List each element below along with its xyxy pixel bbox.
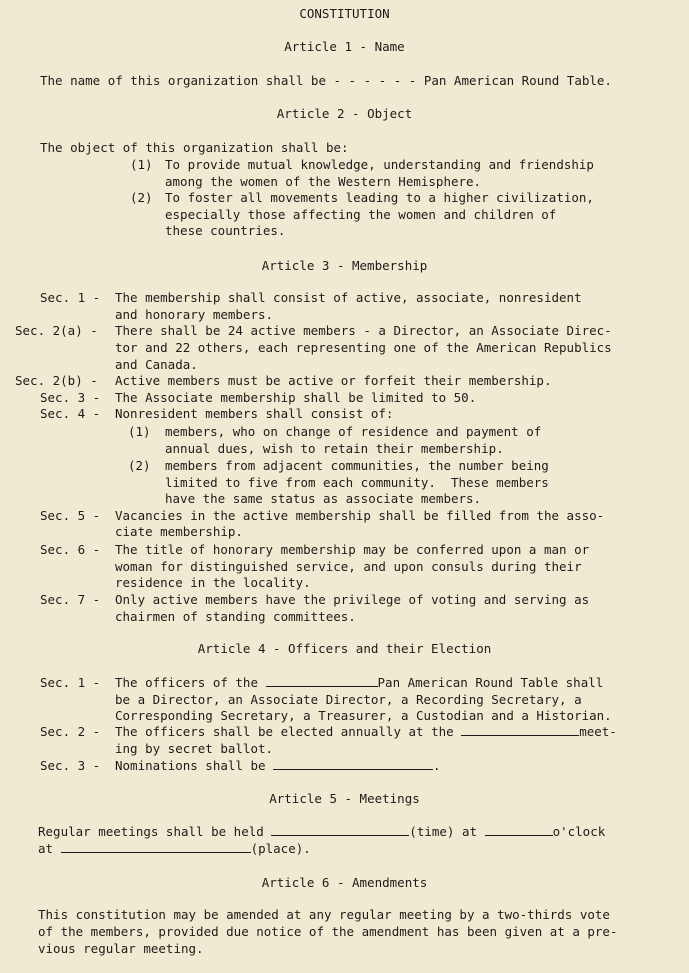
section-label: Sec. 3 -	[40, 758, 101, 773]
sec4-item-line: members, who on change of residence and payment of	[165, 424, 542, 439]
object-item-line: To foster all movements leading to a higher civilization,	[165, 190, 594, 205]
section-line: ciate membership.	[115, 524, 243, 539]
object-item-line: especially those affecting the women and children of	[165, 207, 557, 222]
section-label: Sec. 6 -	[40, 542, 101, 557]
document-title: CONSTITUTION	[299, 6, 390, 21]
section-line: woman for distinguished service, and upon consuls during their	[115, 559, 582, 574]
object-item-number: (2)	[130, 190, 153, 205]
object-item-line: among the women of the Western Hemisphere.	[165, 174, 482, 189]
election-line: ing by secret ballot.	[115, 741, 274, 756]
object-item-line: these countries.	[165, 223, 286, 238]
article-6-heading: Article 6 - Amendments	[261, 875, 428, 890]
section-line: chairmen of standing committees.	[115, 609, 356, 624]
officers-line: be a Director, an Associate Director, a Recording Secretary, a	[115, 692, 582, 707]
amendment-line: This constitution may be amended at any regular meeting by a two-thirds vote	[38, 907, 610, 922]
article-1-heading: Article 1 - Name	[284, 39, 405, 54]
meetings-line: at (place).	[38, 841, 311, 856]
article-5-heading: Article 5 - Meetings	[269, 791, 420, 806]
article-2-heading: Article 2 - Object	[276, 106, 413, 121]
amendment-line: vious regular meeting.	[38, 941, 204, 956]
sec4-item-line: limited to five from each community. These members	[165, 475, 549, 490]
sec4-item-number: (1)	[128, 424, 151, 439]
section-line: and honorary members.	[115, 307, 274, 322]
sec4-item-line: annual dues, wish to retain their membership.	[165, 441, 504, 456]
sec4-item-number: (2)	[128, 458, 151, 473]
sec4-item-line: have the same status as associate members.	[165, 491, 482, 506]
section-label: Sec. 4 -	[40, 406, 101, 421]
hour-blank	[485, 823, 553, 836]
article-1-text: The name of this organization shall be - - - - - - Pan American Round Table.	[40, 73, 612, 88]
section-line: Vacancies in the active membership shall be filled from the asso-	[115, 508, 605, 523]
meetings-line: Regular meetings shall be held (time) at o'clock	[38, 824, 606, 839]
section-label: Sec. 1 -	[40, 675, 101, 690]
article-4-heading: Article 4 - Officers and their Election	[197, 641, 492, 656]
section-label: Sec. 7 -	[40, 592, 101, 607]
section-line: Only active members have the privilege of voting and serving as	[115, 592, 590, 607]
place-blank	[61, 840, 251, 853]
time-blank	[271, 823, 409, 836]
object-item-line: To provide mutual knowledge, understanding and friendship	[165, 157, 594, 172]
section-label: Sec. 3 -	[40, 390, 101, 405]
election-line: The officers shall be elected annually at the meet-	[115, 724, 617, 739]
object-item-number: (1)	[130, 157, 153, 172]
section-line: The Associate membership shall be limited to 50.	[115, 390, 477, 405]
section-label: Sec. 2(b) -	[15, 373, 98, 388]
section-line: residence in the locality.	[115, 575, 311, 590]
section-line: tor and 22 others, each representing one of the American Republics	[115, 340, 612, 355]
section-line: and Canada.	[115, 357, 198, 372]
sec4-item-line: members from adjacent communities, the number being	[165, 458, 549, 473]
section-label: Sec. 2 -	[40, 724, 101, 739]
article-2-intro: The object of this organization shall be:	[40, 140, 349, 155]
officers-line: The officers of the Pan American Round Table shall	[115, 675, 604, 690]
section-label: Sec. 5 -	[40, 508, 101, 523]
section-line: The membership shall consist of active, associate, nonresident	[115, 290, 582, 305]
section-line: The title of honorary membership may be conferred upon a man or	[115, 542, 590, 557]
section-line: There shall be 24 active members - a Director, an Associate Direc-	[115, 323, 612, 338]
nominations-line: Nominations shall be .	[115, 758, 441, 773]
meeting-blank	[461, 723, 579, 736]
organization-blank	[266, 674, 378, 687]
nominations-blank	[273, 757, 433, 770]
officers-line: Corresponding Secretary, a Treasurer, a Custodian and a Historian.	[115, 708, 612, 723]
section-line: Nonresident members shall consist of:	[115, 406, 394, 421]
amendment-line: of the members, provided due notice of the amendment has been given at a pre-	[38, 924, 618, 939]
section-label: Sec. 1 -	[40, 290, 101, 305]
section-label: Sec. 2(a) -	[15, 323, 98, 338]
section-line: Active members must be active or forfeit their membership.	[115, 373, 552, 388]
article-3-heading: Article 3 - Membership	[261, 258, 428, 273]
